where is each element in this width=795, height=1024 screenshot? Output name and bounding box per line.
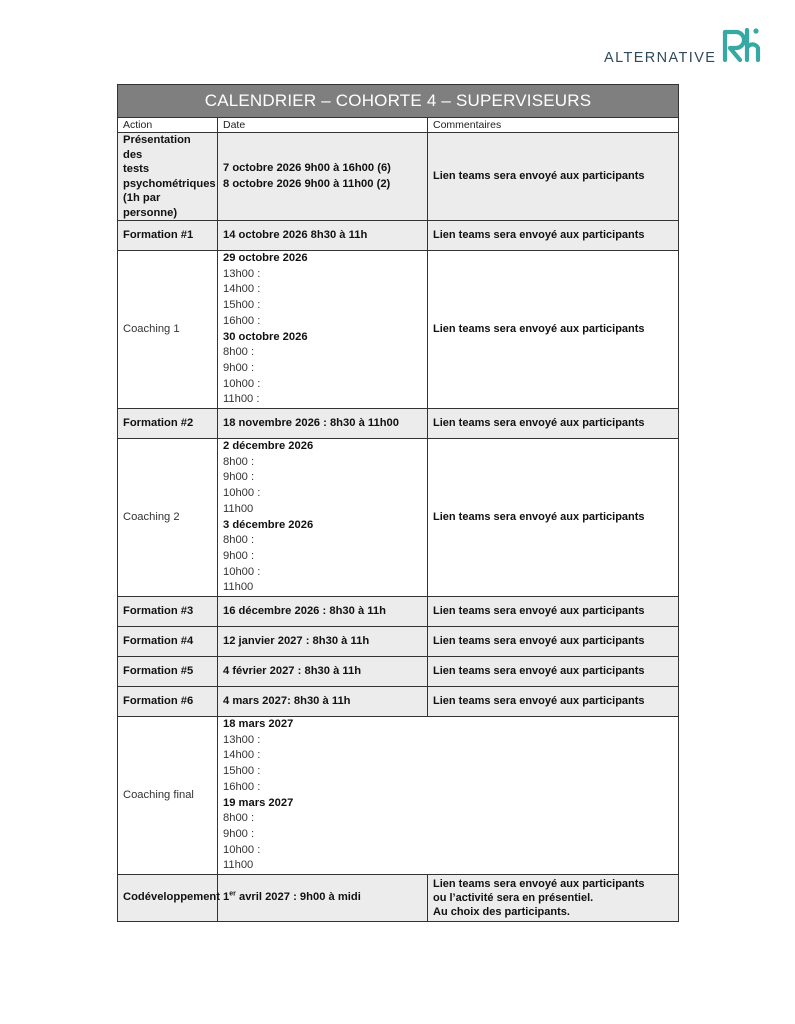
- row-date: 16 décembre 2026 : 8h30 à 11h: [218, 597, 428, 627]
- row-comment: Lien teams sera envoyé aux participants: [428, 409, 679, 439]
- row-date: 1er avril 2027 : 9h00 à midi: [218, 875, 428, 922]
- row-comment: Lien teams sera envoyé aux participants: [428, 133, 679, 221]
- table-row: [118, 409, 679, 439]
- row-action: Formation #2: [118, 409, 218, 439]
- row-comment: Lien teams sera envoyé aux participants: [428, 221, 679, 251]
- table-row: [118, 627, 679, 657]
- row-date: 18 mars 2027 13h00 : 14h00 : 15h00 : 16h00 : 19 mars 2027 8h00 : 9h00 : 10h00 : 11h00: [218, 717, 679, 875]
- table-row: [118, 717, 679, 875]
- row-comment: Lien teams sera envoyé aux participants: [428, 657, 679, 687]
- table-row: [118, 687, 679, 717]
- table-row: [118, 251, 679, 409]
- row-action: Formation #3: [118, 597, 218, 627]
- table-row: [118, 439, 679, 597]
- row-comment: Lien teams sera envoyé aux participants: [428, 439, 679, 597]
- row-date: 4 février 2027 : 8h30 à 11h: [218, 657, 428, 687]
- row-action: Formation #4: [118, 627, 218, 657]
- logo-rh-mark: [721, 26, 761, 62]
- row-comment: Lien teams sera envoyé aux participants: [428, 597, 679, 627]
- row-action: Formation #6: [118, 687, 218, 717]
- table-title: CALENDRIER – COHORTE 4 – SUPERVISEURS: [118, 85, 679, 118]
- row-comment: Lien teams sera envoyé aux participants ou l’activité sera en présentiel. Au choix des participants.: [428, 875, 679, 922]
- header-action: Action: [118, 118, 218, 133]
- row-action: Formation #1: [118, 221, 218, 251]
- logo-wordmark: ALTERNATIVE: [604, 50, 717, 66]
- row-action: Coaching final: [118, 717, 218, 875]
- row-date: 29 octobre 2026 13h00 : 14h00 : 15h00 : 16h00 : 30 octobre 2026 8h00 : 9h00 : 10h00 : 11h00 :: [218, 251, 428, 409]
- table-header-row: [118, 118, 679, 133]
- row-comment: Lien teams sera envoyé aux participants: [428, 627, 679, 657]
- row-comment: Lien teams sera envoyé aux participants: [428, 251, 679, 409]
- row-date: 2 décembre 2026 8h00 : 9h00 : 10h00 : 11h00 3 décembre 2026 8h00 : 9h00 : 10h00 : 11h00: [218, 439, 428, 597]
- row-date: 18 novembre 2026 : 8h30 à 11h00: [218, 409, 428, 439]
- row-date: 7 octobre 2026 9h00 à 16h00 (6) 8 octobre 2026 9h00 à 11h00 (2): [218, 133, 428, 221]
- table-row: [118, 875, 679, 922]
- row-action: Coaching 1: [118, 251, 218, 409]
- row-date: 14 octobre 2026 8h30 à 11h: [218, 221, 428, 251]
- table-title-row: [118, 85, 679, 118]
- table-row: [118, 597, 679, 627]
- table-row: [118, 657, 679, 687]
- row-date: 4 mars 2027: 8h30 à 11h: [218, 687, 428, 717]
- table-row: [118, 221, 679, 251]
- row-date: 12 janvier 2027 : 8h30 à 11h: [218, 627, 428, 657]
- row-action: Codéveloppement: [118, 875, 218, 922]
- header-date: Date: [218, 118, 428, 133]
- header-comments: Commentaires: [428, 118, 679, 133]
- table-row: [118, 133, 679, 221]
- calendar-table: [117, 84, 679, 922]
- row-comment: Lien teams sera envoyé aux participants: [428, 687, 679, 717]
- row-action: Coaching 2: [118, 439, 218, 597]
- row-action: Présentation des tests psychométriques (1h par personne): [118, 133, 218, 221]
- row-action: Formation #5: [118, 657, 218, 687]
